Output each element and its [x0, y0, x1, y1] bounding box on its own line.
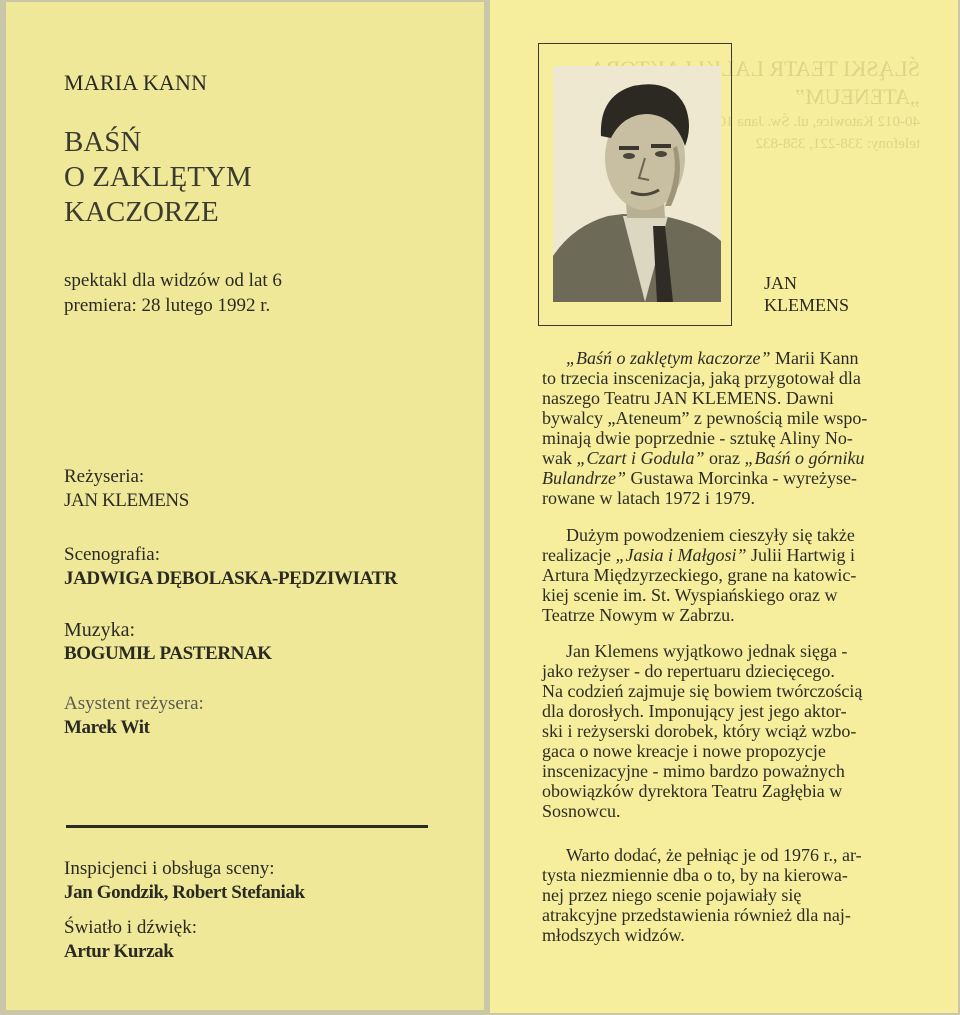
text-line: gaca o nowe kreacje i nowe propozycje [542, 741, 826, 761]
text-run: realizacje [542, 545, 616, 565]
text-line: rowane w latach 1972 i 1979. [542, 488, 755, 508]
text-line: bywalcy „Ateneum” z pewnością mile wspo- [542, 408, 868, 428]
divider-line [66, 825, 428, 828]
text-line: dla dorosłych. Imponujący jest jego aktor- [542, 701, 847, 721]
text-run: oraz [704, 448, 745, 468]
credit-light-sound [64, 916, 197, 964]
credit-person: JAN KLEMENS [64, 490, 189, 511]
title-line: O ZAKLĘTYM [64, 161, 252, 193]
paragraph-3 [542, 641, 928, 821]
text-line: jako reżyser - do repertuaru dziecięcego. [542, 661, 835, 681]
paragraph-1 [542, 348, 928, 508]
text-line: kiej scenie im. St. Wyspiańskiego oraz w [542, 585, 838, 605]
portrait-illustration [553, 66, 721, 302]
credit-role: Muzyka: [64, 619, 136, 641]
credit-person: BOGUMIŁ PASTERNAK [64, 643, 272, 664]
text-run: Julii Hartwig i [746, 545, 855, 565]
credit-assistant [64, 692, 204, 740]
text-line: Dużym powodzeniem cieszyły się także [566, 525, 855, 545]
portrait-photo [553, 66, 721, 302]
credit-role: Inspicjenci i obsługa sceny: [64, 858, 275, 879]
credit-role: Światło i dźwięk: [64, 917, 197, 938]
performance-info [64, 268, 282, 318]
credit-role: Scenografia: [64, 544, 161, 565]
text-line: młodszych widzów. [542, 925, 685, 945]
text-line: ski i reżyserski dorobek, który wciąż wzbo- [542, 721, 857, 741]
title-line: KACZORZE [64, 196, 219, 228]
text-line: tysta niezmiennie dba o to, by na kierowa- [542, 865, 848, 885]
text-line: Artura Międzyrzeckiego, grane na katowic- [542, 565, 857, 585]
text-line: Teatrze Nowym w Zabrzu. [542, 605, 735, 625]
text-line: Na codzień zajmuje się bowiem twórczością [542, 681, 863, 701]
text-line: Sosnowcu. [542, 801, 621, 821]
text-line: Jan Klemens wyjątkowo jednak sięga - [566, 641, 848, 661]
text-line [542, 468, 928, 488]
author-name: MARIA KANN [64, 70, 208, 95]
text-line: to trzecia inscenizacja, jaką przygotował dla [542, 368, 861, 388]
title-italic: „Czart i Godula” [576, 448, 705, 468]
text-run: wak [542, 448, 577, 468]
text-run: Gustawa Morcinka - wyreżyse- [626, 468, 857, 488]
premiere-date: premiera: 28 lutego 1992 r. [64, 295, 271, 316]
text-line [542, 348, 928, 368]
credit-person: Marek Wit [64, 717, 150, 738]
title-line: BAŚŃ [64, 126, 142, 158]
text-run: Marii Kann [770, 348, 859, 368]
text-line: nej przez niego scenie pojawiały się [542, 885, 802, 905]
credit-role: Asystent reżysera: [64, 693, 204, 714]
text-line: Warto dodać, że pełniąc je od 1976 r., ar- [566, 845, 862, 865]
text-line [542, 448, 928, 468]
credit-person: Jan Gondzik, Robert Stefaniak [64, 882, 305, 903]
credit-person: JADWIGA DĘBOLASKA-PĘDZIWIATR [64, 568, 398, 589]
text-line: atrakcyjne przedstawienia również dla naj- [542, 905, 851, 925]
credit-person: Artur Kurzak [64, 941, 174, 962]
text-line: obowiązków dyrektora Teatru Zagłębia w [542, 781, 843, 801]
audience-text: spektakl dla widzów od lat 6 [64, 270, 282, 291]
text-line: naszego Teatru JAN KLEMENS. Dawni [542, 388, 834, 408]
play-title [64, 125, 252, 230]
paragraph-2 [542, 525, 928, 625]
portrait-caption [764, 272, 849, 316]
caption-line: JAN [764, 273, 798, 293]
title-italic: Bulandrze” [542, 468, 627, 488]
credit-role: Reżyseria: [64, 466, 145, 487]
credit-direction [64, 465, 189, 513]
title-italic: „Baśń o górniku [744, 448, 865, 468]
play-title-italic: „Baśń o zaklętym kaczorze” [566, 348, 771, 368]
text-line: inscenizacyjne - mimo bardzo poważnych [542, 761, 845, 781]
title-italic: „Jasia i Małgosi” [615, 545, 747, 565]
paragraph-4 [542, 845, 928, 945]
caption-line: KLEMENS [764, 295, 849, 315]
text-line: minają dwie poprzednie - sztukę Aliny No- [542, 428, 853, 448]
credit-stage-crew [64, 857, 305, 905]
text-line [542, 545, 928, 565]
credit-scenography [64, 543, 397, 591]
credit-music [64, 618, 272, 666]
